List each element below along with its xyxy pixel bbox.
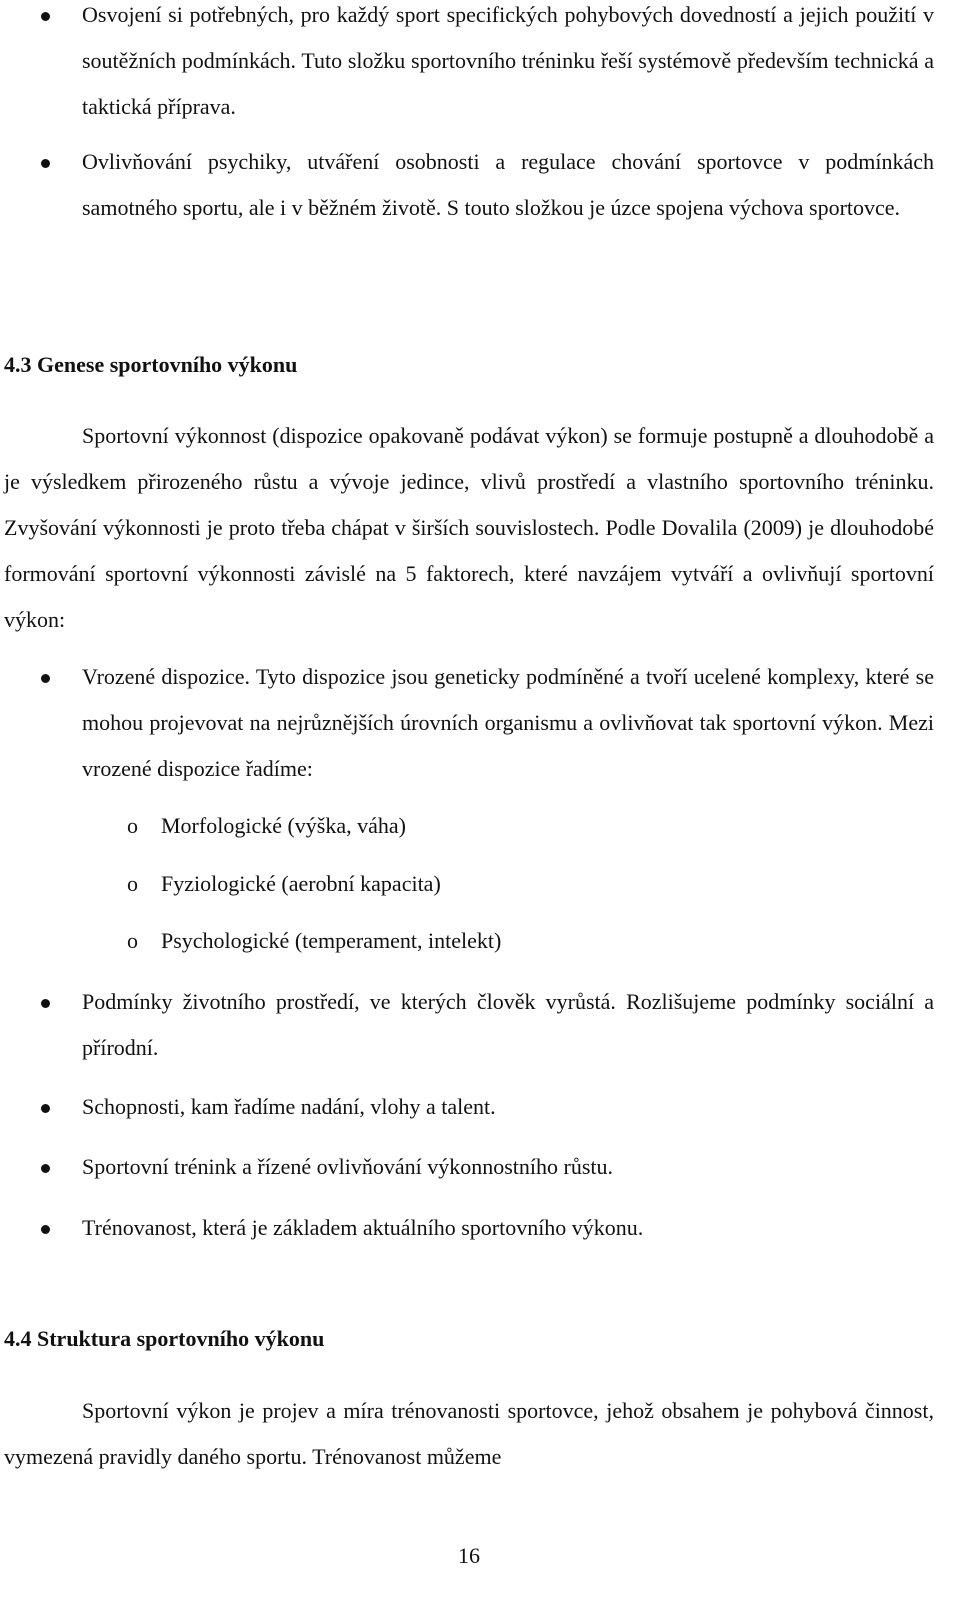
section-4-4-paragraph: Sportovní výkon je projev a míra trénovanosti sportovce, jehož obsahem je pohybová činnost, vymezená pravidly daného sportu. Trénovanost můžeme	[4, 1398, 934, 1469]
bullet-dot	[41, 12, 50, 21]
sub-item-fyziologicke: Fyziologické (aerobní kapacita)	[161, 871, 441, 896]
sub-item-marker: o	[127, 813, 138, 838]
intro-bullet-1: Osvojení si potřebných, pro každý sport specifických pohybových dovedností a jejich použití v soutěžních podmínkách. Tuto složku sportovního tréninku řeší systémově především technická a taktická příprava.	[82, 2, 934, 119]
sub-item-psychologicke: Psychologické (temperament, intelekt)	[161, 928, 502, 953]
bullet-dot	[41, 999, 50, 1008]
sub-item-morfologicke: Morfologické (výška, váha)	[161, 813, 406, 838]
factor-bullet-2: Podmínky životního prostředí, ve kterých člověk vyrůstá. Rozlišujeme podmínky sociální a přírodní.	[82, 989, 934, 1060]
section-heading-4-4: 4.4 Struktura sportovního výkonu	[4, 1326, 325, 1351]
factor-bullet-1: Vrozené dispozice. Tyto dispozice jsou geneticky podmíněné a tvoří ucelené komplexy, které se mohou projevovat na nejrůznějších úrovních organismu a ovlivňovat tak sportovní výkon. Mezi vrozené dispozice řadíme:	[82, 664, 934, 781]
bullet-dot	[41, 1164, 50, 1173]
sub-item-marker: o	[127, 928, 138, 953]
bullet-dot	[41, 1225, 50, 1234]
section-heading-4-3: 4.3 Genese sportovního výkonu	[4, 352, 298, 377]
bullet-dot	[41, 1104, 50, 1113]
factor-bullet-4: Sportovní trénink a řízené ovlivňování výkonnostního růstu.	[82, 1154, 613, 1179]
factor-bullet-3: Schopnosti, kam řadíme nadání, vlohy a talent.	[82, 1094, 496, 1119]
factor-bullet-5: Trénovanost, která je základem aktuálního sportovního výkonu.	[82, 1215, 644, 1240]
bullet-dot	[41, 674, 50, 683]
bullet-dot	[41, 159, 50, 168]
page-number: 16	[458, 1543, 480, 1568]
document-page	[4, 0, 934, 1617]
sub-item-marker: o	[127, 871, 138, 896]
intro-bullet-2: Ovlivňování psychiky, utváření osobnosti a regulace chování sportovce v podmínkách samotného sportu, ale i v běžném životě. S touto složkou je úzce spojena výchova sportovce.	[82, 149, 934, 220]
section-4-3-paragraph: Sportovní výkonnost (dispozice opakovaně podávat výkon) se formuje postupně a dlouhodobě a je výsledkem přirozeného růstu a vývoje jedince, vlivů prostředí a vlastního sportovního tréninku. Zvyšování výkonnosti je proto třeba chápat v širších souvislostech. Podle Dovalila (2009) je dlouhodobé formování sportovní výkonnosti závislé na 5 faktorech, které navzájem vytváří a ovlivňují sportovní výkon:	[4, 423, 934, 632]
